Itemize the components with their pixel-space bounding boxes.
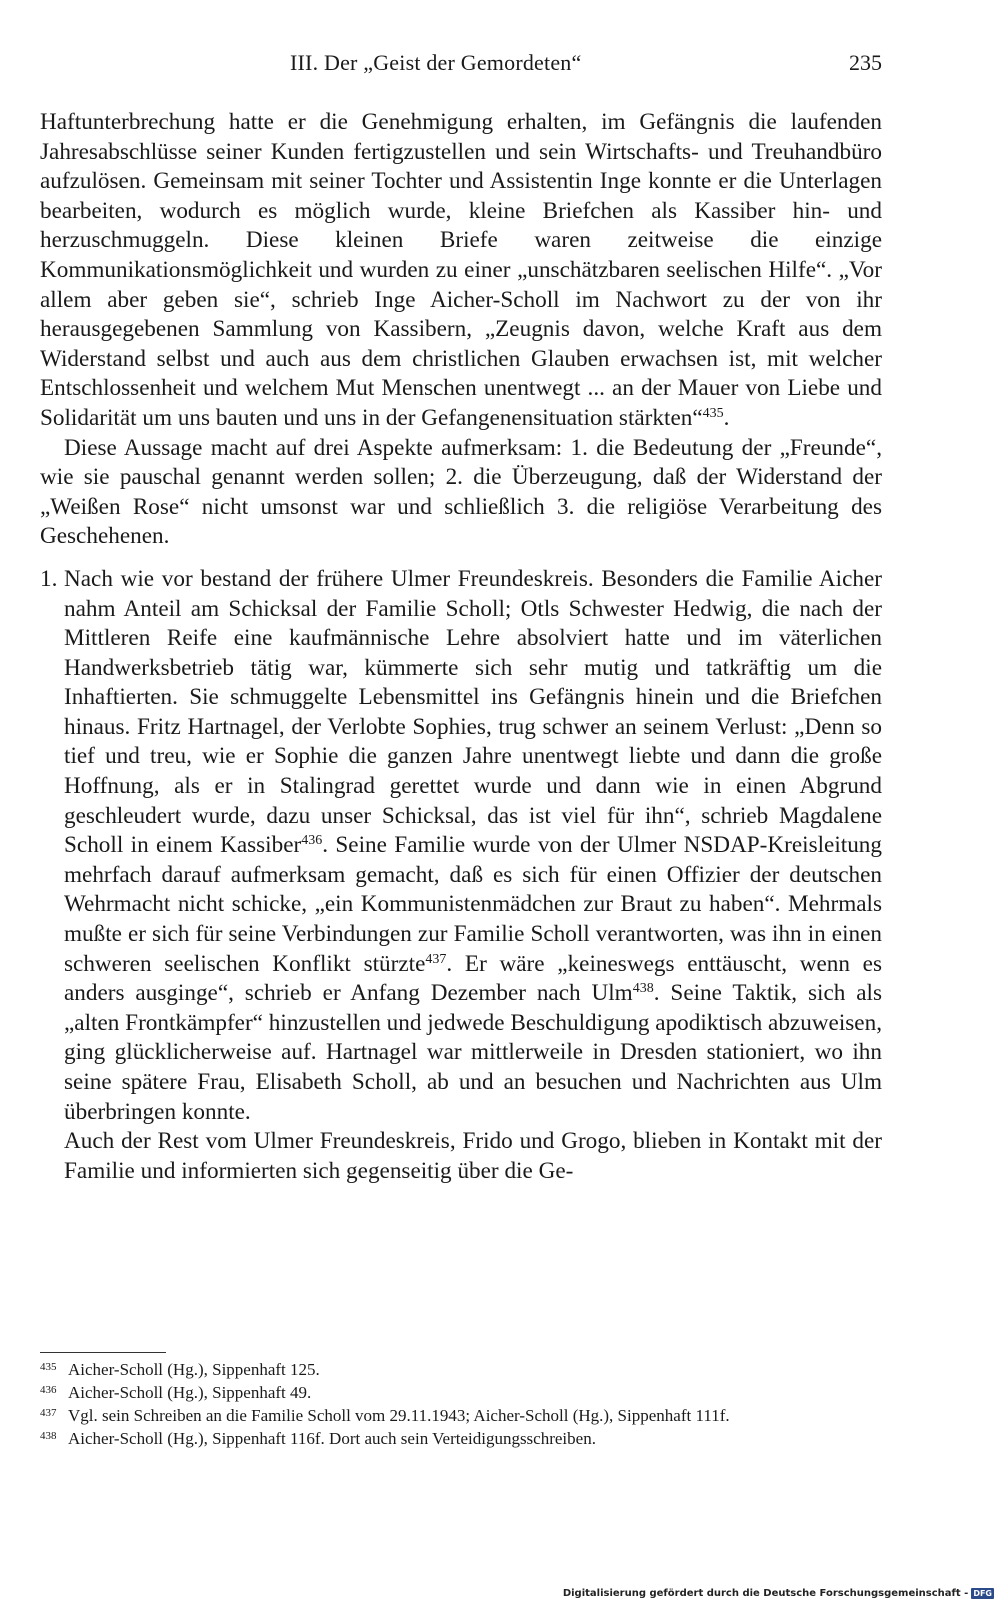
footnotes — [40, 1358, 882, 1450]
footnote-ref-438[interactable]: 438 — [632, 981, 654, 997]
main-text — [40, 108, 882, 1186]
list-item-body — [64, 565, 882, 1186]
footnote-ref-436[interactable]: 436 — [301, 833, 323, 849]
text-run: . — [723, 404, 730, 431]
footnote-divider — [40, 1352, 166, 1353]
footnote-ref-435[interactable]: 435 — [702, 405, 724, 421]
paragraph: Diese Aussage macht auf drei Aspekte aufmerksam: 1. die Bedeutung der „Freunde“, wie sie pauschal genannt werden sollen; 2. die Überzeugung, daß der Widerstand der „Weißen Rose“ nicht umsonst war und schließlich 3. die religiöse Verarbeitung des Geschehenen. — [40, 434, 882, 550]
text-run: . Er wäre „keineswegs enttäuscht, wenn es anders ausginge“, schrieb er Anfang Dezember nach Ulm — [64, 950, 882, 1007]
paragraph — [40, 108, 882, 434]
credit-text: Digitalisierung gefördert durch die Deutsche Forschungsgemeinschaft - — [562, 1588, 969, 1599]
footnote-text: Aicher-Scholl (Hg.), Sippenhaft 49. — [68, 1383, 312, 1402]
text-run: Haftunterbrechung hatte er die Genehmigung erhalten, im Gefängnis die laufenden Jahresabschlüsse seiner Kunden fertigzustellen und sein Wirtschafts- und Treuhandbüro aufzulösen. Gemeinsam mit seiner Tochter und Assistentin Inge konnte er die Unterlagen bearbeiten, wodurch es möglich wurde, kleine Briefchen als Kassiber hin- und herzuschmuggeln. Diese kleinen Briefe waren zeitweise die einzige Kommunikationsmöglichkeit und wurden zu einer „unschätzbaren seelischen Hilfe“. „Vor allem aber geben sie“, schrieb Inge Aicher-Scholl im Nachwort zu der von ihr herausgegebenen Sammlung von Kassibern, „Zeugnis davon, welche Kraft aus dem Widerstand selbst und auch aus dem christlichen Glauben erwachsen ist, mit welcher Entschlossenheit und welchem Mut Menschen unentwegt ... an der Mauer von Liebe und Solidarität um uns bauten und uns in der Gefangenensituation stärkten“ — [40, 109, 882, 431]
dfg-logo-icon: DFG — [973, 1589, 992, 1598]
footnote-number: 435 — [40, 1361, 57, 1373]
funding-credit — [563, 1588, 994, 1599]
footnote-number: 437 — [40, 1407, 57, 1419]
paragraph: Auch der Rest vom Ulmer Freundeskreis, Frido und Grogo, blieben in Kontakt mit der Familie und informierten sich gegenseitig über die Ge- — [64, 1128, 882, 1184]
footnote-ref-437[interactable]: 437 — [425, 951, 447, 967]
footnote — [40, 1404, 882, 1427]
page-number: 235 — [849, 50, 882, 75]
chapter-title: III. Der „Geist der Gemordeten“ — [290, 50, 582, 75]
footnote-text: Aicher-Scholl (Hg.), Sippenhaft 116f. Dort auch sein Verteidigungsschreiben. — [68, 1429, 596, 1448]
list-number: 1. — [40, 565, 58, 592]
text-run: Nach wie vor bestand der frühere Ulmer Freundeskreis. Besonders die Familie Aicher nahm Anteil am Schicksal der Familie Scholl; Otls Schwester Hedwig, die nach der Mittleren Reife eine kaufmännische Lehre absolviert hatte und im väterlichen Handwerksbetrieb tätig war, kümmerte sich sehr mutig und tatkräftig um die Inhaftierten. Sie schmuggelte Lebensmittel ins Gefängnis hinein und die Briefchen hinaus. Fritz Hartnagel, der Verlobte Sophies, trug schwer an seinem Verlust: „Denn so tief und treu, wie er Sophie die ganzen Jahre unentwegt liebte und dann die große Hoffnung, als er in Stalingrad gerettet wurde und dann wie in einen Abgrund geschleudert wurde, dazu unser Schicksal, das ist viel für ihn“, schrieb Magdalene Scholl in einem Kassiber — [64, 565, 882, 859]
footnote-number: 436 — [40, 1384, 57, 1396]
footnote — [40, 1427, 882, 1450]
footnote-text: Vgl. sein Schreiben an die Familie Scholl vom 29.11.1943; Aicher-Scholl (Hg.), Sippenhaft 111f. — [68, 1406, 730, 1425]
paragraph — [64, 565, 882, 1127]
footnote — [40, 1358, 882, 1381]
footnote-text: Aicher-Scholl (Hg.), Sippenhaft 125. — [68, 1360, 320, 1379]
running-header — [40, 46, 882, 80]
list-item — [40, 565, 882, 1186]
text-run: . Seine Familie wurde von der Ulmer NSDAP-Kreisleitung mehrfach darauf aufmerksam gemacht, daß es sich für einen Offizier der deutschen Wehrmacht nicht schicke, „ein Kommunistenmädchen zur Braut zu haben“. Mehrmals mußte er sich für seine Verbindungen zur Familie Scholl verantworten, was ihn in einen schweren seelischen Konflikt stürzte — [64, 832, 882, 977]
footnote — [40, 1381, 882, 1404]
text-run: . Seine Taktik, sich als „alten Frontkämpfer“ hinzustellen und jedwede Beschuldigung apodiktisch abzuweisen, ging glücklicherweise auf. Hartnagel war mittlerweile in Dresden stationiert, wo ihn seine spätere Frau, Elisabeth Scholl, ab und an besuchen und Nachrichten aus Ulm überbringen konnte. — [64, 980, 882, 1125]
footnote-number: 438 — [40, 1430, 57, 1442]
